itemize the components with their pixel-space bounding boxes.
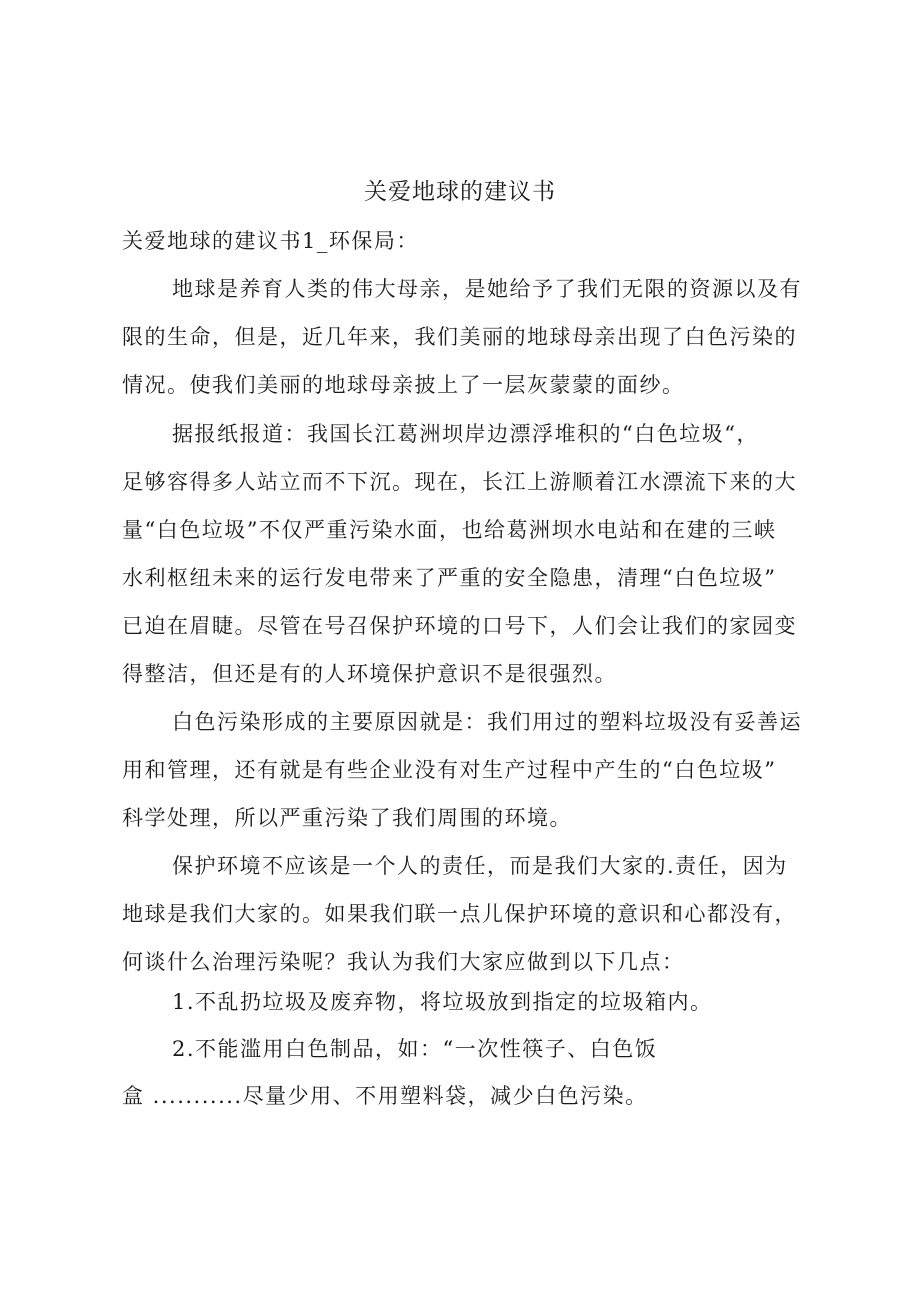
paragraph-2-line-4: 水利枢纽未来的运行发电带来了严重的安全隐患，清理“白色垃圾” (122, 566, 777, 590)
paragraph-3-line-2: 用和管理，还有就是有些企业没有对生产过程中产生的“白色垃圾” (122, 758, 777, 782)
paragraph-1-line-1: 地球是养育人类的伟大母亲，是她给予了我们无限的资源以及有 (172, 277, 802, 301)
paragraph-2-line-1: 据报纸报道：我国长江葛洲坝岸边漂浮堆积的“白色垃圾“， (172, 422, 759, 446)
paragraph-2-line-6: 得整洁，但还是有的人环境保护意识不是很强烈。 (122, 662, 617, 686)
paragraph-2-line-3: 量“白色垃圾”不仅严重污染水面，也给葛洲坝水电站和在建的三峡 (122, 518, 777, 542)
paragraph-4-line-3: 何谈什么治理污染呢？我认为我们大家应做到以下几点： (122, 950, 685, 974)
paragraph-2-line-5: 已迫在眉睫。尽管在号召保护环境的口号下，人们会让我们的家园变 (122, 614, 797, 638)
salutation-line: 关爱地球的建议书1_环保局： (122, 229, 419, 253)
paragraph-4-line-1: 保护环境不应该是一个人的责任，而是我们大家的.责任，因为 (172, 854, 788, 878)
paragraph-2-line-2: 足够容得多人站立而不下沉。现在，长江上游顺着江水漂流下来的大 (122, 470, 797, 494)
list-item-2-line-2: 盒 ...........尽量少用、不用塑料袋，减少白色污染。 (122, 1084, 648, 1108)
paragraph-4-line-2: 地球是我们大家的。如果我们联一点儿保护环境的意识和心都没有， (122, 902, 797, 926)
paragraph-3-line-3: 科学处理，所以严重污染了我们周围的环境。 (122, 806, 572, 830)
paragraph-1-line-3: 情况。使我们美丽的地球母亲披上了一层灰蒙蒙的面纱。 (122, 373, 685, 397)
list-item-2-line-1: 2.不能滥用白色制品，如：“一次性筷子、白色饭 (172, 1037, 658, 1061)
list-item-1: 1.不乱扔垃圾及废弃物，将垃圾放到指定的垃圾箱内。 (172, 990, 713, 1014)
paragraph-3-line-1: 白色污染形成的主要原因就是：我们用过的塑料垃圾没有妥善运 (172, 710, 802, 734)
paragraph-1-line-2: 限的生命，但是，近几年来，我们美丽的地球母亲出现了白色污染的 (122, 325, 797, 349)
document-title: 关爱地球的建议书 (364, 179, 556, 205)
